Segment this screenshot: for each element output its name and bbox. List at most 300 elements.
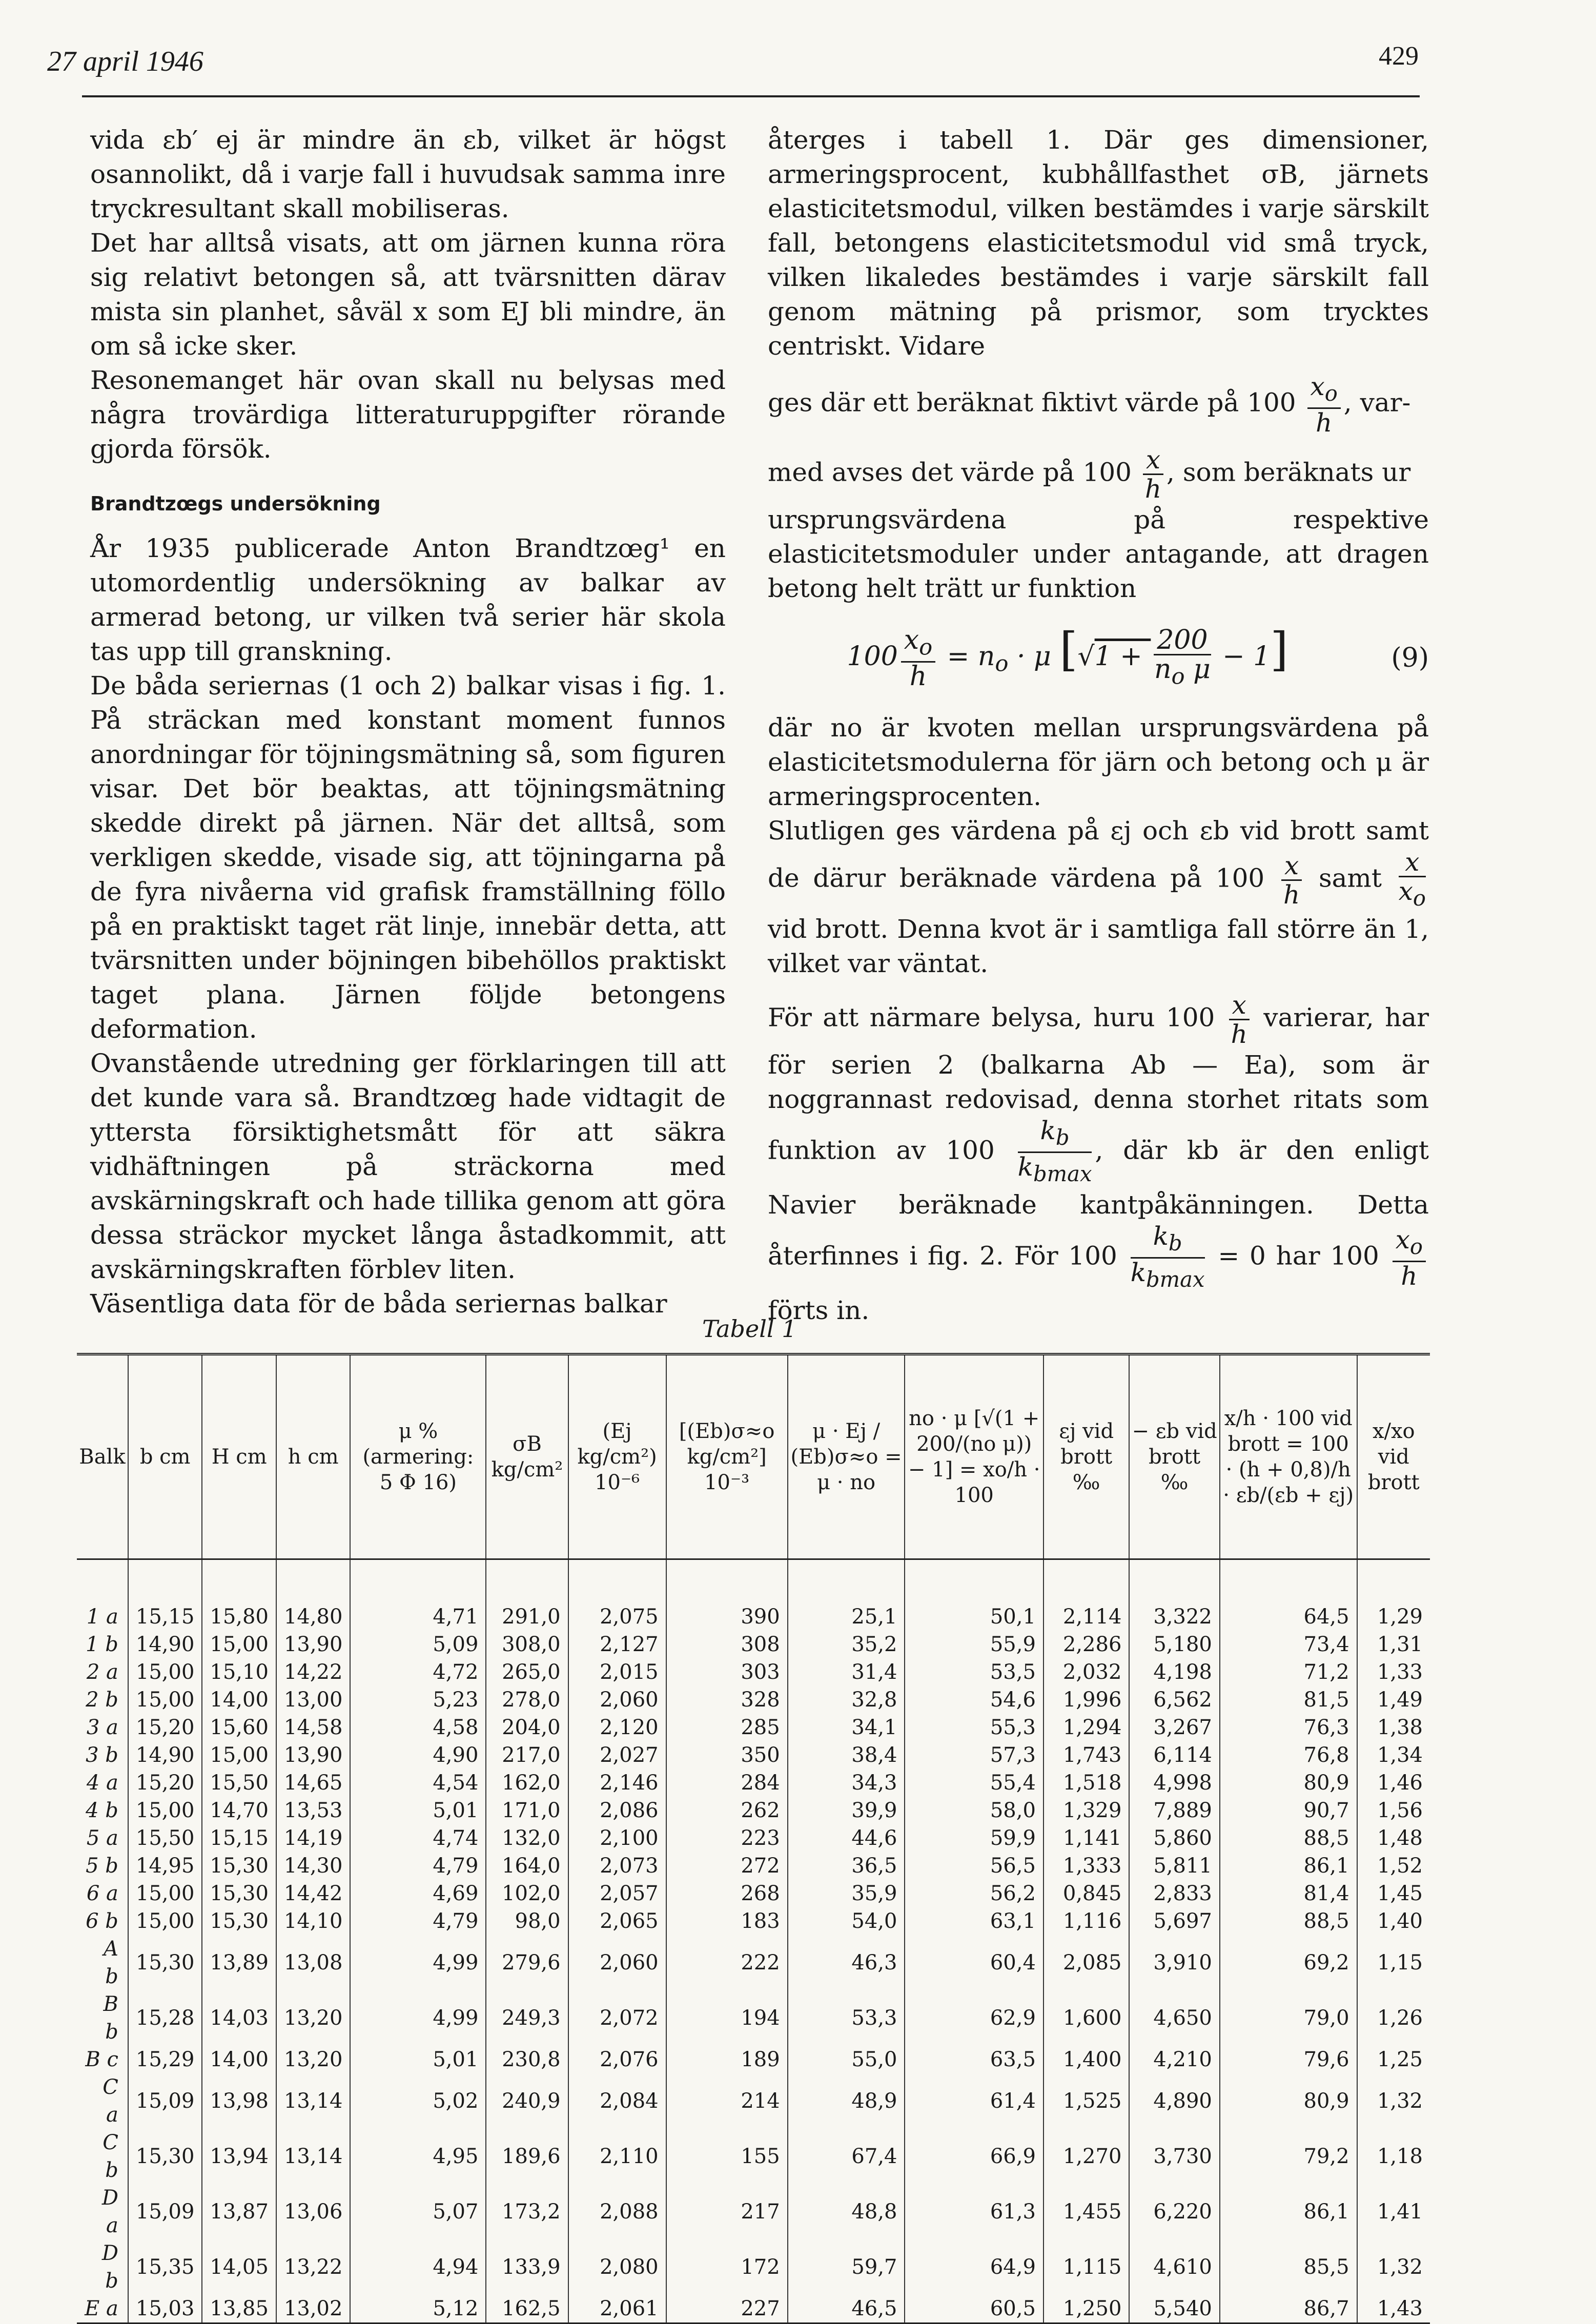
table-cell: 1,600	[1043, 1990, 1130, 2046]
table-cell: 15,50	[202, 1769, 276, 1797]
table-cell: 15,00	[128, 1880, 202, 1907]
table-row	[77, 1907, 1430, 1935]
table-row-label: D a	[101, 2186, 118, 2237]
table-cell: 204,0	[486, 1714, 568, 1741]
table-cell: 1,455	[1043, 2184, 1130, 2239]
table-cell: 1,329	[1043, 1797, 1130, 1824]
left-column	[90, 123, 726, 1321]
table-cell: 4,610	[1129, 2239, 1219, 2295]
table-cell: 88,5	[1220, 1824, 1357, 1852]
table-row	[77, 1658, 1430, 1686]
table-cell: 14,42	[276, 1880, 351, 1907]
table-cell: 2,072	[568, 1990, 666, 2046]
table-cell: 1,15	[1357, 1935, 1430, 1990]
table-cell: 48,8	[788, 2184, 905, 2239]
paragraph: ursprungsvärdena på respektive elasticitetsmoduler under antagande, att dragen betong helt trätt ur funktion	[768, 505, 1429, 603]
table-row-label: 2 b	[86, 1688, 118, 1712]
table-cell: 58,0	[905, 1797, 1043, 1824]
table-row	[77, 1852, 1430, 1880]
table-cell: 2,088	[568, 2184, 666, 2239]
table-row	[77, 1769, 1430, 1797]
table-cell: 14,19	[276, 1824, 351, 1852]
fraction: $\frac{x_o}{h}$	[1307, 373, 1341, 437]
table-cell: 79,6	[1220, 2046, 1357, 2073]
table-cell: 214	[666, 2073, 788, 2129]
table-cell: 61,4	[905, 2073, 1043, 2129]
table-cell: 15,15	[202, 1824, 276, 1852]
table-cell: 173,2	[486, 2184, 568, 2239]
table-cell: 73,4	[1220, 1631, 1357, 1658]
table-cell: 81,4	[1220, 1880, 1357, 1907]
table-cell: 56,2	[905, 1880, 1043, 1907]
table-cell: 284	[666, 1769, 788, 1797]
table-cell: 61,3	[905, 2184, 1043, 2239]
table-cell: 189	[666, 2046, 788, 2073]
table-cell: 15,09	[128, 2184, 202, 2239]
table-cell: 183	[666, 1907, 788, 1935]
table-cell: 2,286	[1043, 1631, 1130, 1658]
table-cell: 14,65	[276, 1769, 351, 1797]
table-cell: 46,3	[788, 1935, 905, 1990]
table-cell: 2,015	[568, 1658, 666, 1686]
table-cell: 4,79	[350, 1852, 486, 1880]
table-title: Tabell 1	[702, 1315, 797, 1343]
table-row-label: 2 a	[86, 1660, 118, 1684]
table-cell: 350	[666, 1741, 788, 1769]
table-header-cell: μ % (armering: 5 Φ 16)	[350, 1354, 486, 1559]
table-cell: 54,0	[788, 1907, 905, 1935]
table-cell: 13,14	[276, 2129, 351, 2184]
table-cell: 240,9	[486, 2073, 568, 2129]
table-row-label: 3 b	[86, 1743, 118, 1767]
table-cell: 4,94	[350, 2239, 486, 2295]
table-row-label: 4 b	[86, 1799, 118, 1822]
table-header-cell: x/xo vid brott	[1357, 1354, 1430, 1559]
table-cell: 1,294	[1043, 1714, 1130, 1741]
table-cell: 5,811	[1129, 1852, 1219, 1880]
table-cell: 14,00	[202, 1686, 276, 1714]
table-cell: 2,084	[568, 2073, 666, 2129]
table-cell: 2,100	[568, 1824, 666, 1852]
table-row-label: 6 a	[86, 1882, 118, 1905]
paragraph: Väsentliga data för de båda seriernas balkar	[90, 1289, 667, 1319]
table-cell: 4,90	[350, 1741, 486, 1769]
table-cell: 88,5	[1220, 1907, 1357, 1935]
table-cell: 2,127	[568, 1631, 666, 1658]
table-cell: 66,9	[905, 2129, 1043, 2184]
table-cell: 15,10	[202, 1658, 276, 1686]
table-cell: 15,30	[202, 1880, 276, 1907]
table-cell: 2,061	[568, 2295, 666, 2323]
table-cell: 76,8	[1220, 1741, 1357, 1769]
table-cell: 4,69	[350, 1880, 486, 1907]
paragraph: vida εb′ ej är mindre än εb, vilket är högst osannolikt, då i varje fall i huvudsak samma inre tryckresultant skall mobiliseras.	[90, 125, 726, 223]
table-cell: 14,90	[128, 1741, 202, 1769]
table-cell: 1,400	[1043, 2046, 1130, 2073]
fraction: $\frac{x}{h}$	[1229, 991, 1250, 1048]
table-cell: 13,02	[276, 2295, 351, 2323]
table-cell: 63,5	[905, 2046, 1043, 2073]
table-cell: 55,9	[905, 1631, 1043, 1658]
paragraph: Ovanstående utredning ger förklaringen till att det kunde vara så. Brandtzœg hade vidtagit de yttersta försiktighetsmått för att säkra vidhäftningen på sträckorna med avskärningskraft och hade tillika genom att göra dessa sträckor mycket långa åstadkommit, att avskärningskraften förblev liten.	[90, 1048, 726, 1284]
table-cell: 2,075	[568, 1559, 666, 1631]
table-cell: 4,998	[1129, 1769, 1219, 1797]
paragraph: ges där ett beräknat fiktivt värde på 100 $\frac{x_o}{h}$ , var-	[768, 372, 1411, 438]
table-cell: 4,74	[350, 1824, 486, 1852]
table-cell: 36,5	[788, 1852, 905, 1880]
table-cell: 14,00	[202, 2046, 276, 2073]
table-cell: 14,22	[276, 1658, 351, 1686]
table-cell: 1,34	[1357, 1741, 1430, 1769]
table-cell: 46,5	[788, 2295, 905, 2323]
table-cell: 133,9	[486, 2239, 568, 2295]
table-cell: 14,80	[276, 1559, 351, 1631]
table-cell: 56,5	[905, 1852, 1043, 1880]
table-cell: 86,7	[1220, 2295, 1357, 2323]
table-cell: 1,250	[1043, 2295, 1130, 2323]
table-cell: 25,1	[788, 1559, 905, 1631]
table-cell: 5,09	[350, 1631, 486, 1658]
table-cell: 15,00	[128, 1797, 202, 1824]
table-cell: 2,057	[568, 1880, 666, 1907]
table-cell: 5,23	[350, 1686, 486, 1714]
table-cell: 162,0	[486, 1769, 568, 1797]
table-cell: 328	[666, 1686, 788, 1714]
table-cell: 1,49	[1357, 1686, 1430, 1714]
table-row	[77, 1797, 1430, 1824]
table-cell: 4,99	[350, 1935, 486, 1990]
table-row-label: 4 a	[86, 1771, 118, 1795]
table-cell: 79,2	[1220, 2129, 1357, 2184]
table-cell: 15,29	[128, 2046, 202, 2073]
equation-number: (9)	[1391, 643, 1429, 674]
table-row-label: 1 a	[86, 1605, 118, 1629]
table-cell: 86,1	[1220, 2184, 1357, 2239]
table-cell: 4,72	[350, 1658, 486, 1686]
table-cell: 15,30	[202, 1852, 276, 1880]
table-row	[77, 2073, 1430, 2129]
table-cell: 13,08	[276, 1935, 351, 1990]
table-cell: 223	[666, 1824, 788, 1852]
table-cell: 67,4	[788, 2129, 905, 2184]
table-cell: 1,18	[1357, 2129, 1430, 2184]
section-heading: Brandtzœgs undersökning	[90, 492, 381, 515]
table-cell: 15,30	[202, 1907, 276, 1935]
table-cell: 3,910	[1129, 1935, 1219, 1990]
table-cell: 4,99	[350, 1990, 486, 2046]
paragraph: återges i tabell 1. Där ges dimensioner, armeringsprocent, kubhållfasthet σB, järnets elasticitetsmodul, vilken bestämdes i varje särskilt fall, betongens elasticitetsmodul vid små tryck, vilken likaledes bestämdes i varje särskilt fall genom mätning på prismor, som trycktes centriskt. Vidare	[768, 125, 1429, 361]
table-cell: 4,198	[1129, 1658, 1219, 1686]
table-cell: 4,95	[350, 2129, 486, 2184]
table-cell: 2,080	[568, 2239, 666, 2295]
table-cell: 15,20	[128, 1769, 202, 1797]
table-cell: 1,48	[1357, 1824, 1430, 1852]
table-cell: 189,6	[486, 2129, 568, 2184]
table-cell: 54,6	[905, 1686, 1043, 1714]
table-row-label: B c	[85, 2048, 118, 2071]
table-cell: 2,110	[568, 2129, 666, 2184]
table-header-cell: − εb vid brott ‰	[1129, 1354, 1219, 1559]
table-cell: 278,0	[486, 1686, 568, 1714]
table-cell: 6,114	[1129, 1741, 1219, 1769]
table-cell: 1,46	[1357, 1769, 1430, 1797]
table-cell: 63,1	[905, 1907, 1043, 1935]
table-cell: 15,00	[202, 1741, 276, 1769]
table-cell: 1,333	[1043, 1852, 1130, 1880]
table-row-label: C a	[103, 2075, 118, 2127]
table-cell: 2,120	[568, 1714, 666, 1741]
table-cell: 13,20	[276, 1990, 351, 2046]
table-cell: 194	[666, 1990, 788, 2046]
table-body	[77, 1559, 1430, 2323]
table-cell: 303	[666, 1658, 788, 1686]
table-row-label: 5 a	[86, 1826, 118, 1850]
table-cell: 4,210	[1129, 2046, 1219, 2073]
table-cell: 1,29	[1357, 1559, 1430, 1631]
table-header-cell: H cm	[202, 1354, 276, 1559]
table-cell: 15,09	[128, 2073, 202, 2129]
table-cell: 38,4	[788, 1741, 905, 1769]
table-row	[77, 1935, 1430, 1990]
header-rule	[82, 95, 1420, 97]
table-cell: 279,6	[486, 1935, 568, 1990]
table-cell: 1,525	[1043, 2073, 1130, 2129]
table-cell: 291,0	[486, 1559, 568, 1631]
fraction: $\frac{x}{x_o}$	[1398, 847, 1426, 911]
table-cell: 2,086	[568, 1797, 666, 1824]
fraction: $\frac{x_o}{h}$	[1393, 1226, 1426, 1290]
table-row	[77, 2239, 1430, 2295]
table-cell: 1,141	[1043, 1824, 1130, 1852]
table-cell: 2,076	[568, 2046, 666, 2073]
table-row	[77, 1686, 1430, 1714]
table-cell: 76,3	[1220, 1714, 1357, 1741]
table-header-cell: σB kg/cm²	[486, 1354, 568, 1559]
table-header-row	[77, 1354, 1430, 1559]
table-cell: 4,890	[1129, 2073, 1219, 2129]
fraction: $\frac{k_b}{k_{bmax}}$	[1130, 1221, 1205, 1292]
table-cell: 230,8	[486, 2046, 568, 2073]
table-cell: 44,6	[788, 1824, 905, 1852]
table-cell: 2,027	[568, 1741, 666, 1769]
table-cell: 5,01	[350, 1797, 486, 1824]
table-row-label: D b	[101, 2241, 118, 2293]
table-header-cell: μ · Ej / (Eb)σ≈o = μ · no	[788, 1354, 905, 1559]
table-cell: 1,43	[1357, 2295, 1430, 2323]
table-cell: 0,845	[1043, 1880, 1130, 1907]
table-cell: 2,073	[568, 1852, 666, 1880]
table-cell: 55,4	[905, 1769, 1043, 1797]
table-cell: 4,79	[350, 1907, 486, 1935]
data-table	[77, 1353, 1430, 2324]
table-cell: 15,15	[128, 1559, 202, 1631]
table-cell: 1,996	[1043, 1686, 1130, 1714]
table-cell: 1,26	[1357, 1990, 1430, 2046]
table-cell: 285	[666, 1714, 788, 1741]
table-cell: 308,0	[486, 1631, 568, 1658]
table-header-cell: no · μ [√(1 + 200/(no μ)) − 1] = xo/h · 100	[905, 1354, 1043, 1559]
table-row	[77, 2046, 1430, 2073]
fraction: $\frac{x}{h}$	[1143, 446, 1163, 503]
table-header-cell: b cm	[128, 1354, 202, 1559]
table-cell: 13,20	[276, 2046, 351, 2073]
table-cell: 1,743	[1043, 1741, 1130, 1769]
table-cell: 390	[666, 1559, 788, 1631]
table-cell: 6,220	[1129, 2184, 1219, 2239]
table-cell: 57,3	[905, 1741, 1043, 1769]
table-cell: 53,5	[905, 1658, 1043, 1686]
table-cell: 13,22	[276, 2239, 351, 2295]
table-cell: 13,94	[202, 2129, 276, 2184]
table-header-cell: Balk	[77, 1354, 128, 1559]
table-cell: 5,697	[1129, 1907, 1219, 1935]
table-cell: 1,32	[1357, 2073, 1430, 2129]
table-cell: 14,70	[202, 1797, 276, 1824]
table-cell: 90,7	[1220, 1797, 1357, 1824]
table-cell: 60,4	[905, 1935, 1043, 1990]
table-cell: 272	[666, 1852, 788, 1880]
table-cell: 14,05	[202, 2239, 276, 2295]
table-cell: 2,085	[1043, 1935, 1130, 1990]
table-row-label: A b	[104, 1937, 118, 1988]
table-cell: 1,56	[1357, 1797, 1430, 1824]
table-cell: 13,89	[202, 1935, 276, 1990]
table-cell: 34,1	[788, 1714, 905, 1741]
table-cell: 162,5	[486, 2295, 568, 2323]
table-cell: 5,180	[1129, 1631, 1219, 1658]
table-cell: 13,90	[276, 1631, 351, 1658]
table-cell: 1,40	[1357, 1907, 1430, 1935]
table-cell: 3,322	[1129, 1559, 1219, 1631]
table-cell: 2,114	[1043, 1559, 1130, 1631]
table-header-cell: εj vid brott ‰	[1043, 1354, 1130, 1559]
table-row	[77, 1559, 1430, 1631]
table-header-cell: [(Eb)σ≈o kg/cm²] 10⁻³	[666, 1354, 788, 1559]
table-cell: 15,00	[202, 1631, 276, 1658]
table-row	[77, 2184, 1430, 2239]
table-cell: 217	[666, 2184, 788, 2239]
table-cell: 13,90	[276, 1741, 351, 1769]
table-cell: 222	[666, 1935, 788, 1990]
table-cell: 15,28	[128, 1990, 202, 2046]
table-row	[77, 1824, 1430, 1852]
table-cell: 172	[666, 2239, 788, 2295]
table-cell: 2,032	[1043, 1658, 1130, 1686]
table-cell: 1,25	[1357, 2046, 1430, 2073]
table-cell: 64,5	[1220, 1559, 1357, 1631]
table-cell: 13,00	[276, 1686, 351, 1714]
table-row-label: B b	[103, 1992, 118, 2044]
table-cell: 14,90	[128, 1631, 202, 1658]
table-cell: 13,98	[202, 2073, 276, 2129]
table-cell: 15,00	[128, 1907, 202, 1935]
table-cell: 15,80	[202, 1559, 276, 1631]
table-cell: 4,58	[350, 1714, 486, 1741]
table-cell: 4,54	[350, 1769, 486, 1797]
table-cell: 15,60	[202, 1714, 276, 1741]
table-cell: 55,3	[905, 1714, 1043, 1741]
table-row	[77, 2129, 1430, 2184]
table-cell: 64,9	[905, 2239, 1043, 2295]
table-cell: 1,38	[1357, 1714, 1430, 1741]
paragraph: För att närmare belysa, huru 100 $\frac{x}{h}$ varierar, har för serien 2 (balkarna Ab — Ea), som är noggrannast redovisad, denna storhet ritats som funktion av 100 $\frac{k_b}{k_{bmax}}$ , där kb är den enligt Navier beräknade kantpåkänningen. Detta återfinnes i fig. 2. För 100 $\frac{k_b}{k_{bmax}}$ = 0 har 100 $\frac{x_o}{h}$ förts in.	[768, 990, 1429, 1326]
table-row-label: 6 b	[86, 1909, 118, 1933]
table-cell: 71,2	[1220, 1658, 1357, 1686]
table-cell: 59,9	[905, 1824, 1043, 1852]
table-cell: 14,03	[202, 1990, 276, 2046]
table-cell: 81,5	[1220, 1686, 1357, 1714]
table-cell: 55,0	[788, 2046, 905, 2073]
table-cell: 1,115	[1043, 2239, 1130, 2295]
table-cell: 2,060	[568, 1935, 666, 1990]
table-cell: 1,33	[1357, 1658, 1430, 1686]
table-cell: 3,730	[1129, 2129, 1219, 2184]
table-cell: 1,270	[1043, 2129, 1130, 2184]
table-cell: 249,3	[486, 1990, 568, 2046]
table-cell: 34,3	[788, 1769, 905, 1797]
table-cell: 62,9	[905, 1990, 1043, 2046]
table-cell: 39,9	[788, 1797, 905, 1824]
table-row-label: 5 b	[86, 1854, 118, 1878]
table-cell: 15,03	[128, 2295, 202, 2323]
table-cell: 60,5	[905, 2295, 1043, 2323]
table-cell: 5,01	[350, 2046, 486, 2073]
paragraph: Det har alltså visats, att om järnen kunna röra sig relativt betongen så, att tvärsnitten därav mista sin planhet, såväl x som EJ bli mindre, än om så icke sker.	[90, 228, 726, 361]
table-cell: 3,267	[1129, 1714, 1219, 1741]
table-header-cell: h cm	[276, 1354, 351, 1559]
table-cell: 15,30	[128, 1935, 202, 1990]
table-cell: 50,1	[905, 1559, 1043, 1631]
table-row	[77, 1741, 1430, 1769]
paragraph: där no är kvoten mellan ursprungsvärdena på elasticitetsmodulerna för järn och betong och μ är armeringsprocenten.	[768, 713, 1429, 812]
equation-9	[768, 623, 1429, 692]
table-cell: 5,540	[1129, 2295, 1219, 2323]
table-cell: 5,12	[350, 2295, 486, 2323]
table-cell: 6,562	[1129, 1686, 1219, 1714]
table-cell: 268	[666, 1880, 788, 1907]
table-cell: 98,0	[486, 1907, 568, 1935]
table-cell: 5,860	[1129, 1824, 1219, 1852]
table-cell: 15,30	[128, 2129, 202, 2184]
table-cell: 5,07	[350, 2184, 486, 2239]
table-row-label: 1 b	[86, 1633, 118, 1656]
table-cell: 2,065	[568, 1907, 666, 1935]
table-cell: 15,00	[128, 1658, 202, 1686]
table-cell: 2,146	[568, 1769, 666, 1797]
table-row-label: E a	[85, 2297, 118, 2320]
paragraph: De båda seriernas (1 och 2) balkar visas i fig. 1. På sträckan med konstant moment funnos anordningar för töjningsmätning så, som figuren visar. Det bör beaktas, att töjningsmätning skedde direkt på järnen. När det alltså, som verkligen skedde, visade sig, att töjningarna på de fyra nivåerna vid grafisk framställning föllo på en praktiskt taget rät linje, innebär detta, att tvärsnitten under böjningen bibehöllos praktiskt taget plana. Järnen följde betongens deformation.	[90, 671, 726, 1044]
table-header-cell: x/h · 100 vid brott = 100 · (h + 0,8)/h · εb/(εb + εj)	[1220, 1354, 1357, 1559]
page-number: 429	[1379, 42, 1419, 71]
table-cell: 53,3	[788, 1990, 905, 2046]
table-cell: 14,30	[276, 1852, 351, 1880]
table-cell: 171,0	[486, 1797, 568, 1824]
table-cell: 13,06	[276, 2184, 351, 2239]
table-cell: 1,45	[1357, 1880, 1430, 1907]
table-cell: 1,41	[1357, 2184, 1430, 2239]
table-cell: 1,52	[1357, 1852, 1430, 1880]
table-row-label: 3 a	[86, 1716, 118, 1739]
table-cell: 80,9	[1220, 1769, 1357, 1797]
table-header-cell: (Ej kg/cm²) 10⁻⁶	[568, 1354, 666, 1559]
table-cell: 59,7	[788, 2239, 905, 2295]
table-cell: 35,9	[788, 1880, 905, 1907]
page-date: 27 april 1946	[47, 46, 203, 77]
table-row	[77, 2295, 1430, 2323]
table-cell: 155	[666, 2129, 788, 2184]
table-cell: 13,53	[276, 1797, 351, 1824]
table-cell: 262	[666, 1797, 788, 1824]
